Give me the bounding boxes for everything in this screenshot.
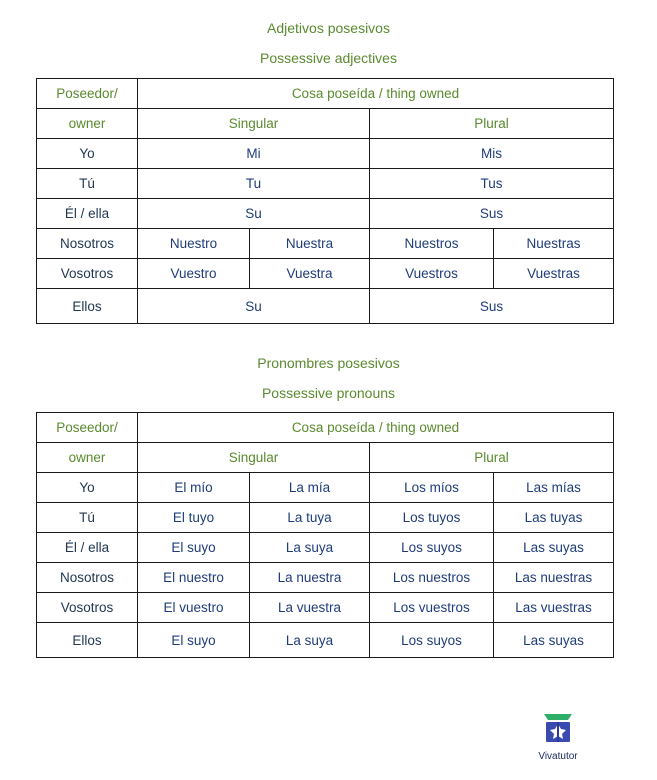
singular-header: Singular xyxy=(138,109,370,139)
table-row xyxy=(37,109,614,139)
masc-singular-value: El suyo xyxy=(138,533,250,563)
singular-header: Singular xyxy=(138,443,370,473)
table-row xyxy=(37,623,614,658)
fem-singular-value: Nuestra xyxy=(250,229,370,259)
singular-value: Su xyxy=(138,289,370,324)
masc-plural-value: Vuestros xyxy=(370,259,494,289)
table-row xyxy=(37,169,614,199)
person-label: Nosotros xyxy=(37,563,138,593)
table-row xyxy=(37,413,614,443)
adjectives-title-en: Possessive adjectives xyxy=(260,50,397,66)
singular-value: Su xyxy=(138,199,370,229)
masc-plural-value: Los tuyos xyxy=(370,503,494,533)
table-row xyxy=(37,79,614,109)
table-row xyxy=(37,533,614,563)
logo-text: Vivatutor xyxy=(538,751,578,762)
vivatutor-logo xyxy=(530,712,586,762)
pronouns-table xyxy=(36,412,614,658)
owner-header-line2: owner xyxy=(37,443,138,473)
fem-singular-value: La vuestra xyxy=(250,593,370,623)
owner-header-line2: owner xyxy=(37,109,138,139)
person-label: Él / ella xyxy=(37,533,138,563)
adjectives-title-es: Adjetivos posesivos xyxy=(267,20,390,36)
singular-value: Mi xyxy=(138,139,370,169)
fem-singular-value: La mía xyxy=(250,473,370,503)
table-row xyxy=(37,289,614,324)
plural-header: Plural xyxy=(370,443,614,473)
masc-singular-value: El nuestro xyxy=(138,563,250,593)
plural-value: Tus xyxy=(370,169,614,199)
owner-header-line1: Poseedor/ xyxy=(37,79,138,109)
person-label: Yo xyxy=(37,139,138,169)
person-label: Nosotros xyxy=(37,229,138,259)
fem-plural-value: Vuestras xyxy=(494,259,614,289)
pronouns-title-en: Possessive pronouns xyxy=(261,385,396,401)
plural-value: Sus xyxy=(370,199,614,229)
masc-singular-value: El vuestro xyxy=(138,593,250,623)
thing-owned-header: Cosa poseída / thing owned xyxy=(138,79,614,109)
table-row xyxy=(37,563,614,593)
plural-header: Plural xyxy=(370,109,614,139)
masc-singular-value: Vuestro xyxy=(138,259,250,289)
masc-singular-value: El mío xyxy=(138,473,250,503)
fem-singular-value: La suya xyxy=(250,623,370,658)
table-row xyxy=(37,199,614,229)
fem-plural-value: Las mías xyxy=(494,473,614,503)
person-label: Vosotros xyxy=(37,593,138,623)
thing-owned-header: Cosa poseída / thing owned xyxy=(138,413,614,443)
masc-singular-value: Nuestro xyxy=(138,229,250,259)
plural-value: Sus xyxy=(370,289,614,324)
table-row xyxy=(37,593,614,623)
fem-singular-value: La suya xyxy=(250,533,370,563)
fem-plural-value: Las nuestras xyxy=(494,563,614,593)
plural-value: Mis xyxy=(370,139,614,169)
masc-plural-value: Los vuestros xyxy=(370,593,494,623)
fem-singular-value: La nuestra xyxy=(250,563,370,593)
table-row xyxy=(37,229,614,259)
table-row xyxy=(37,443,614,473)
person-label: Vosotros xyxy=(37,259,138,289)
masc-plural-value: Los suyos xyxy=(370,623,494,658)
vivatutor-book-icon xyxy=(540,731,576,748)
fem-plural-value: Nuestras xyxy=(494,229,614,259)
person-label: Tú xyxy=(37,503,138,533)
fem-singular-value: Vuestra xyxy=(250,259,370,289)
fem-plural-value: Las suyas xyxy=(494,623,614,658)
masc-singular-value: El tuyo xyxy=(138,503,250,533)
masc-plural-value: Los nuestros xyxy=(370,563,494,593)
table-row xyxy=(37,473,614,503)
table-row xyxy=(37,139,614,169)
masc-singular-value: El suyo xyxy=(138,623,250,658)
masc-plural-value: Nuestros xyxy=(370,229,494,259)
adjectives-table xyxy=(36,78,614,324)
table-row xyxy=(37,503,614,533)
fem-plural-value: Las vuestras xyxy=(494,593,614,623)
owner-header-line1: Poseedor/ xyxy=(37,413,138,443)
masc-plural-value: Los suyos xyxy=(370,533,494,563)
fem-singular-value: La tuya xyxy=(250,503,370,533)
pronouns-title-es: Pronombres posesivos xyxy=(257,355,400,371)
masc-plural-value: Los míos xyxy=(370,473,494,503)
person-label: Tú xyxy=(37,169,138,199)
singular-value: Tu xyxy=(138,169,370,199)
person-label: Ellos xyxy=(37,289,138,324)
person-label: Él / ella xyxy=(37,199,138,229)
fem-plural-value: Las suyas xyxy=(494,533,614,563)
person-label: Ellos xyxy=(37,623,138,658)
person-label: Yo xyxy=(37,473,138,503)
fem-plural-value: Las tuyas xyxy=(494,503,614,533)
table-row xyxy=(37,259,614,289)
